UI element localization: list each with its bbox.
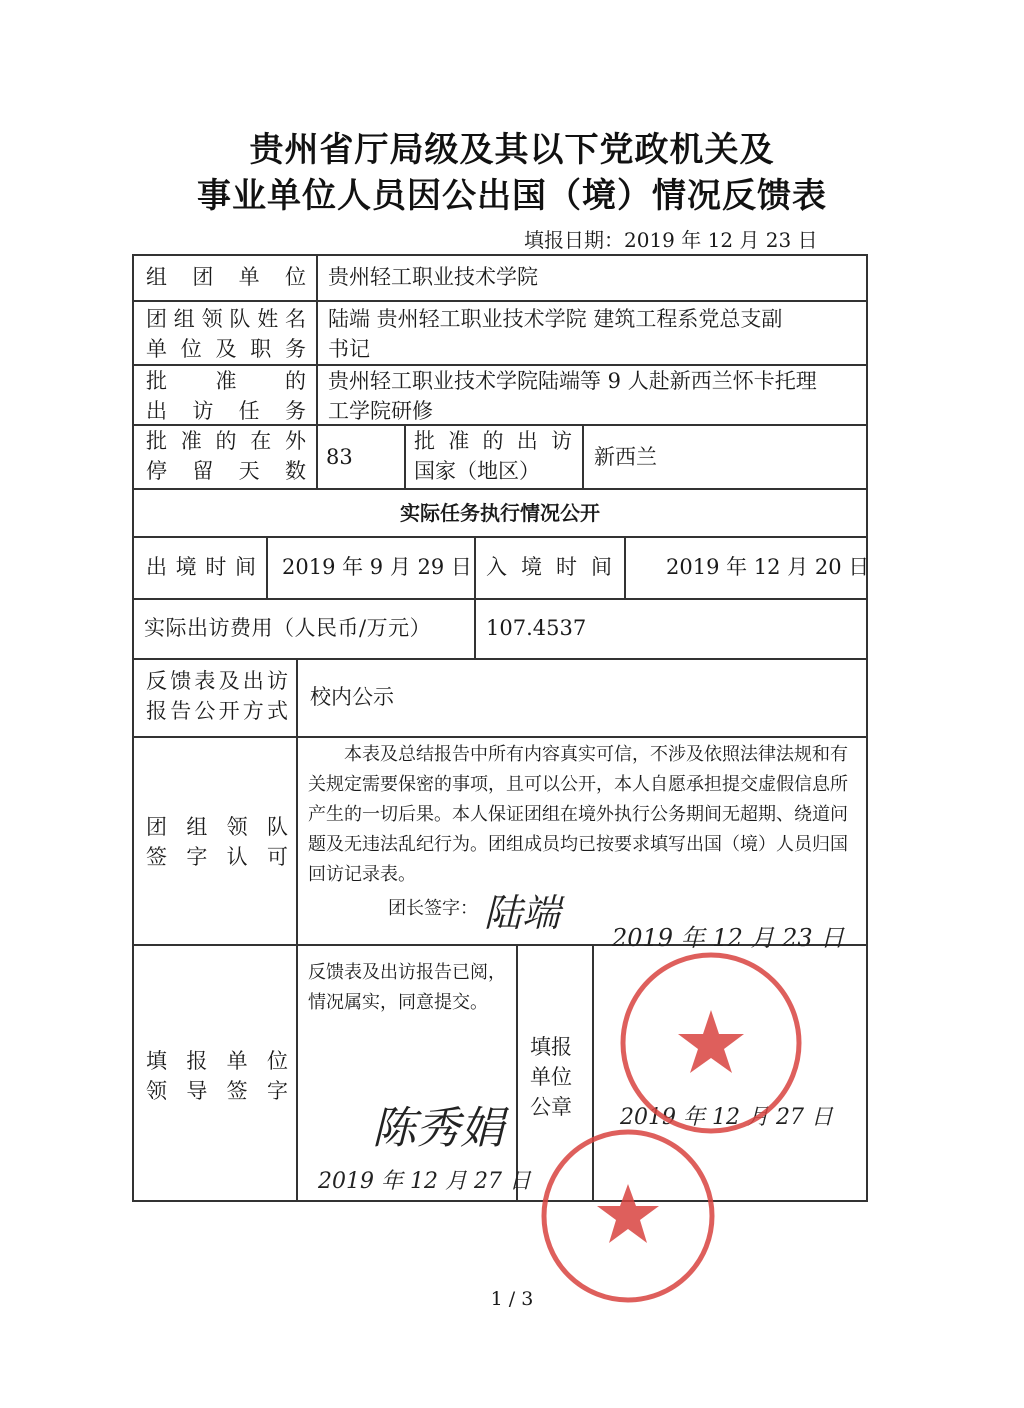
entry-time-value: 2019 年 12 月 20 日 bbox=[666, 555, 870, 579]
country-label-line-1: 批准的出访 bbox=[414, 429, 572, 453]
country-value: 新西兰 bbox=[594, 445, 657, 469]
official-seal-stamp-2 bbox=[538, 1126, 718, 1306]
official-seal-stamp bbox=[616, 948, 806, 1138]
seal-label-line-3: 公章 bbox=[530, 1095, 572, 1119]
days-label-line-1: 批准的在外 bbox=[146, 429, 306, 453]
page-number: 1 / 3 bbox=[490, 1288, 534, 1310]
seal-label-line-1: 填报 bbox=[530, 1035, 572, 1059]
unit-label: 组团单位 bbox=[146, 265, 306, 289]
leader-sign-label-line-1: 填报单位 bbox=[146, 1049, 288, 1073]
publish-value: 校内公示 bbox=[310, 685, 394, 709]
fill-date: 填报日期：2019 年 12 月 23 日 bbox=[524, 228, 818, 252]
section-title: 实际任务执行情况公开 bbox=[400, 501, 600, 525]
task-value-line-2: 工学院研修 bbox=[328, 399, 433, 423]
days-label-line-2: 停留天数 bbox=[146, 459, 306, 483]
task-value-line-1: 贵州轻工职业技术学院陆端等 9 人赴新西兰怀卡托理 bbox=[328, 369, 817, 393]
publish-label-line-1: 反馈表及出访 bbox=[146, 669, 288, 693]
leader-value-line-2: 书记 bbox=[328, 337, 370, 361]
leader-signature: 陈秀娟 bbox=[372, 1103, 504, 1154]
declaration-text: 本表及总结报告中所有内容真实可信，不涉及依照法律法规和有关规定需要保密的事项，且可以公开，本人自愿承担提交虚假信息所产生的一切后果。本人保证团组在境外执行公务期间无超期、绕道问题及无违法乱纪行为。团组成员均已按要求填写出国（境）人员归国回访记录表。 bbox=[308, 744, 848, 885]
leader-comment: 反馈表及出访报告已阅，情况属实，同意提交。 bbox=[308, 962, 506, 1013]
leader-label-line-2: 单位及职务 bbox=[146, 337, 306, 361]
leader-sign-date: 2019 年 12 月 27 日 bbox=[318, 1169, 531, 1194]
leader-sign-label-line-2: 领导签字 bbox=[146, 1079, 288, 1103]
unit-value: 贵州轻工职业技术学院 bbox=[328, 265, 538, 289]
entry-time-label: 入境时间 bbox=[486, 555, 612, 579]
days-value: 83 bbox=[326, 445, 353, 469]
country-label-line-2: 国家（地区） bbox=[414, 459, 540, 483]
leader-label-line-1: 团组领队姓名 bbox=[146, 307, 306, 331]
form-title-line-2: 事业单位人员因公出国（境）情况反馈表 bbox=[197, 176, 827, 216]
form-title-line-1: 贵州省厅局级及其以下党政机关及 bbox=[249, 130, 775, 170]
captain-sign-label: 团长签字： bbox=[388, 898, 478, 919]
task-label-line-1: 批准的 bbox=[146, 369, 306, 393]
publish-label-line-2: 报告公开方式 bbox=[146, 699, 288, 723]
task-label-line-2: 出访任务 bbox=[146, 399, 306, 423]
leader-value-line-1: 陆端 贵州轻工职业技术学院 建筑工程系党总支副 bbox=[328, 307, 783, 331]
cost-label: 实际出访费用（人民币/万元） bbox=[144, 616, 432, 640]
seal-date: 2019 年 12 月 27 日 bbox=[620, 1105, 833, 1130]
seal-label-line-2: 单位 bbox=[530, 1065, 572, 1089]
cost-value: 107.4537 bbox=[486, 616, 587, 640]
sign-label-line-2: 签字认可 bbox=[146, 845, 288, 869]
captain-sign-date: 2019 年 12 月 23 日 bbox=[612, 924, 845, 952]
sign-label-line-1: 团组领队 bbox=[146, 815, 288, 839]
exit-time-value: 2019 年 9 月 29 日 bbox=[282, 555, 472, 579]
captain-signature: 陆端 bbox=[484, 891, 561, 935]
exit-time-label: 出境时间 bbox=[146, 555, 256, 579]
